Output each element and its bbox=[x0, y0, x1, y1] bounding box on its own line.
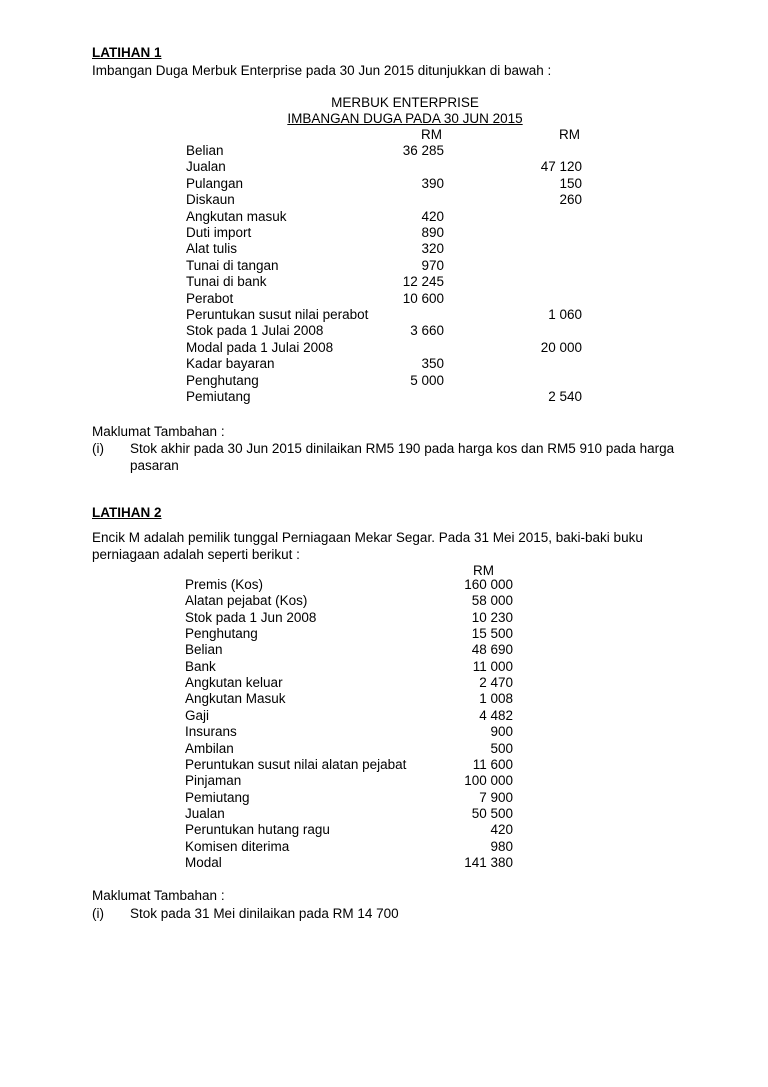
company-name: MERBUK ENTERPRISE bbox=[331, 95, 479, 110]
row-label: Ambilan bbox=[185, 740, 234, 756]
row-credit: 150 bbox=[559, 175, 582, 191]
latihan2-intro-line1: Encik M adalah pemilik tunggal Perniagaan Mekar Segar. Pada 31 Mei 2015, baki-baki buku bbox=[92, 530, 643, 545]
row-debit: 5 000 bbox=[410, 372, 444, 388]
row-amount: 2 470 bbox=[479, 675, 513, 691]
col-header-credit: RM bbox=[559, 127, 580, 142]
row-credit: 260 bbox=[559, 192, 582, 208]
row-amount: 500 bbox=[490, 740, 513, 756]
row-label: Penghutang bbox=[186, 372, 259, 388]
row-label: Peruntukan hutang ragu bbox=[185, 822, 330, 838]
latihan1-info-line1: Stok akhir pada 30 Jun 2015 dinilaikan RM5 190 pada harga kos dan RM5 910 pada harga bbox=[130, 441, 675, 456]
row-label: Peruntukan susut nilai alatan pejabat bbox=[185, 756, 407, 772]
row-label: Pinjaman bbox=[185, 773, 242, 789]
row-amount: 980 bbox=[490, 838, 513, 854]
latihan1-heading: LATIHAN 1 bbox=[92, 45, 162, 60]
row-credit: 47 120 bbox=[540, 159, 582, 175]
row-label: Tunai di bank bbox=[186, 274, 267, 290]
row-label: Jualan bbox=[185, 805, 225, 821]
latihan2-intro-line2: perniagaan adalah seperti berikut : bbox=[92, 547, 300, 562]
row-debit: 12 245 bbox=[402, 274, 444, 290]
row-label: Gaji bbox=[185, 707, 210, 723]
row-label: Duti import bbox=[186, 225, 252, 240]
row-label: Perabot bbox=[186, 290, 234, 306]
row-label: Peruntukan susut nilai perabot bbox=[186, 307, 369, 322]
row-label: Angkutan masuk bbox=[186, 208, 287, 224]
latihan2-heading: LATIHAN 2 bbox=[92, 505, 162, 520]
statement-title: IMBANGAN DUGA PADA 30 JUN 2015 bbox=[287, 111, 523, 126]
row-amount: 58 000 bbox=[471, 593, 513, 609]
latihan2-col-header: RM bbox=[473, 563, 494, 578]
row-amount: 15 500 bbox=[471, 626, 513, 642]
row-label: Diskaun bbox=[186, 192, 235, 208]
row-amount: 48 690 bbox=[471, 642, 513, 658]
row-debit: 320 bbox=[421, 241, 444, 257]
latihan2-info-text: Stok pada 31 Mei dinilaikan pada RM 14 700 bbox=[130, 906, 399, 921]
row-label: Belian bbox=[185, 642, 223, 658]
row-amount: 100 000 bbox=[464, 773, 513, 789]
latihan1-info-heading: Maklumat Tambahan : bbox=[92, 424, 225, 439]
row-label: Alat tulis bbox=[186, 241, 238, 257]
row-amount: 900 bbox=[490, 724, 513, 740]
row-amount: 11 000 bbox=[472, 658, 513, 674]
row-credit: 20 000 bbox=[540, 339, 582, 355]
row-label: Angkutan keluar bbox=[185, 675, 283, 691]
row-label: Pemiutang bbox=[185, 789, 250, 805]
row-credit: 1 060 bbox=[548, 307, 582, 322]
row-label: Stok pada 1 Jun 2008 bbox=[185, 609, 317, 625]
row-amount: 1 008 bbox=[479, 691, 513, 707]
latihan2-info-heading: Maklumat Tambahan : bbox=[92, 888, 225, 903]
row-label: Tunai di tangan bbox=[186, 257, 279, 273]
latihan1-info-line2: pasaran bbox=[130, 458, 179, 473]
row-label: Kadar bayaran bbox=[186, 356, 275, 372]
row-debit: 390 bbox=[421, 175, 444, 191]
row-label: Alatan pejabat (Kos) bbox=[185, 593, 308, 609]
row-label: Angkutan Masuk bbox=[185, 691, 286, 707]
row-credit: 2 540 bbox=[548, 389, 582, 404]
row-debit: 10 600 bbox=[402, 290, 444, 306]
row-amount: 7 900 bbox=[479, 789, 513, 805]
row-debit: 36 285 bbox=[402, 143, 444, 158]
row-label: Insurans bbox=[185, 724, 237, 740]
row-debit: 970 bbox=[421, 257, 444, 273]
row-debit: 350 bbox=[421, 356, 444, 372]
row-label: Penghutang bbox=[185, 626, 258, 642]
latihan2-info-num: (i) bbox=[92, 906, 104, 921]
row-amount: 141 380 bbox=[464, 854, 513, 870]
row-label: Belian bbox=[186, 143, 224, 158]
row-debit: 3 660 bbox=[410, 323, 444, 339]
row-debit: 890 bbox=[421, 225, 444, 240]
row-debit: 420 bbox=[421, 208, 444, 224]
row-label: Pulangan bbox=[186, 175, 244, 191]
latihan1-info-num: (i) bbox=[92, 441, 104, 456]
col-header-debit: RM bbox=[421, 127, 442, 142]
row-label: Bank bbox=[185, 658, 216, 674]
row-amount: 160 000 bbox=[464, 577, 513, 592]
row-label: Stok pada 1 Julai 2008 bbox=[186, 323, 324, 339]
row-amount: 4 482 bbox=[479, 707, 513, 723]
row-label: Modal pada 1 Julai 2008 bbox=[186, 339, 334, 355]
row-label: Pemiutang bbox=[186, 389, 251, 404]
latihan1-intro: Imbangan Duga Merbuk Enterprise pada 30 Jun 2015 ditunjukkan di bawah : bbox=[92, 63, 552, 78]
row-amount: 10 230 bbox=[471, 609, 513, 625]
row-label: Modal bbox=[185, 854, 222, 870]
row-amount: 420 bbox=[490, 822, 513, 838]
row-amount: 11 600 bbox=[472, 756, 513, 772]
row-label: Premis (Kos) bbox=[185, 577, 264, 592]
row-label: Jualan bbox=[186, 159, 226, 175]
row-label: Komisen diterima bbox=[185, 838, 290, 854]
row-amount: 50 500 bbox=[471, 805, 513, 821]
